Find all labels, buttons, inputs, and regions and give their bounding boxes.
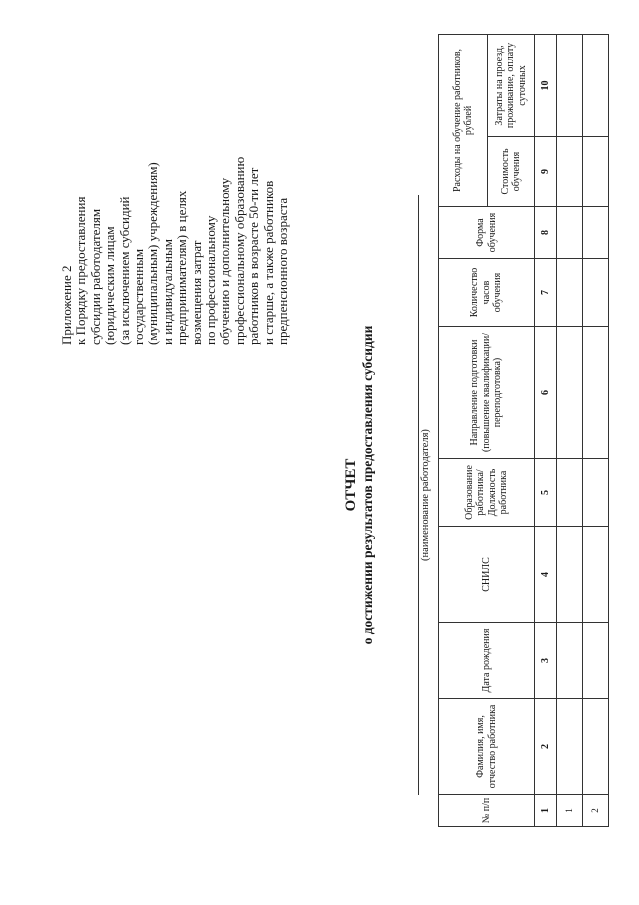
table-cell bbox=[583, 34, 609, 136]
column-number: 5 bbox=[535, 459, 557, 527]
row-number: 1 bbox=[557, 795, 583, 827]
table-cell bbox=[583, 527, 609, 623]
appendix-line: государственным bbox=[131, 248, 147, 345]
table-cell bbox=[557, 259, 583, 327]
employer-name-caption: (наименование работодателя) bbox=[420, 429, 431, 561]
table-cell bbox=[583, 327, 609, 459]
column-number: 8 bbox=[535, 207, 557, 259]
row-number: 2 bbox=[583, 795, 609, 827]
column-number: 7 bbox=[535, 259, 557, 327]
header-education: Образование работника/ Должность работника bbox=[439, 459, 535, 527]
appendix-line: к Порядку предоставления bbox=[73, 196, 89, 345]
table-row bbox=[557, 34, 583, 826]
column-number: 6 bbox=[535, 327, 557, 459]
header-fio: Фамилия, имя, отчество работника bbox=[439, 699, 535, 795]
appendix-line: (юридическим лицам bbox=[102, 226, 118, 345]
table-cell bbox=[557, 459, 583, 527]
appendix-line: субсидии работодателям bbox=[87, 208, 103, 345]
header-dob: Дата рождения bbox=[439, 623, 535, 699]
table-cell bbox=[583, 459, 609, 527]
table-cell bbox=[557, 34, 583, 136]
appendix-line: возмещения затрат bbox=[188, 240, 204, 345]
table-cell bbox=[583, 259, 609, 327]
table-row bbox=[583, 34, 609, 826]
table-cell bbox=[557, 699, 583, 795]
table-cell bbox=[557, 137, 583, 207]
appendix-line: по профессиональному bbox=[203, 215, 219, 345]
table-header-row bbox=[439, 34, 488, 826]
appendix-line: профессиональному образованию bbox=[231, 156, 247, 345]
appendix-line: Приложение 2 bbox=[59, 265, 74, 345]
header-cost: Стоимость обучения bbox=[488, 137, 535, 207]
employer-name-line bbox=[418, 195, 419, 795]
header-direction: Направление подготовки (повышение квалификации/переподготовка) bbox=[439, 327, 535, 459]
appendix-line: (муниципальным) учреждениям) bbox=[145, 162, 161, 345]
header-snils: СНИЛС bbox=[439, 527, 535, 623]
header-travel: Затраты на проезд, проживание, оплату суточных bbox=[488, 34, 535, 136]
column-number-row bbox=[535, 34, 557, 826]
column-number: 10 bbox=[535, 34, 557, 136]
appendix-line: предпенсионного возраста bbox=[275, 197, 291, 345]
appendix-line: и индивидуальным bbox=[159, 239, 175, 345]
appendix-line: предпринимателям) в целях bbox=[174, 190, 190, 345]
column-number: 4 bbox=[535, 527, 557, 623]
table-cell bbox=[557, 623, 583, 699]
table-cell bbox=[583, 207, 609, 259]
report-title: ОТЧЕТ bbox=[343, 458, 359, 512]
table-cell bbox=[583, 623, 609, 699]
report-table bbox=[438, 34, 609, 827]
table-cell bbox=[557, 207, 583, 259]
table-cell bbox=[583, 699, 609, 795]
column-number: 1 bbox=[535, 795, 557, 827]
column-number: 3 bbox=[535, 623, 557, 699]
header-no: № п/п bbox=[439, 795, 535, 827]
appendix-line: обучению и дополнительному bbox=[217, 177, 233, 345]
column-number: 2 bbox=[535, 699, 557, 795]
header-form: Форма обучения bbox=[439, 207, 535, 259]
appendix-note bbox=[60, 0, 291, 345]
report-title-block bbox=[342, 155, 376, 815]
report-subtitle: о достижении результатов предоставления субсидии bbox=[360, 325, 375, 645]
table-cell bbox=[557, 527, 583, 623]
column-number: 9 bbox=[535, 137, 557, 207]
appendix-line: работников в возрасте 50-ти лет bbox=[246, 167, 262, 345]
table-cell bbox=[557, 327, 583, 459]
appendix-line: (за исключением субсидий bbox=[116, 196, 132, 345]
header-expenses: Расходы на обучение работников, рублей bbox=[439, 34, 488, 206]
table-cell bbox=[583, 137, 609, 207]
header-hours: Количество часов обучения bbox=[439, 259, 535, 327]
appendix-line: и старше, а также работников bbox=[260, 180, 276, 345]
